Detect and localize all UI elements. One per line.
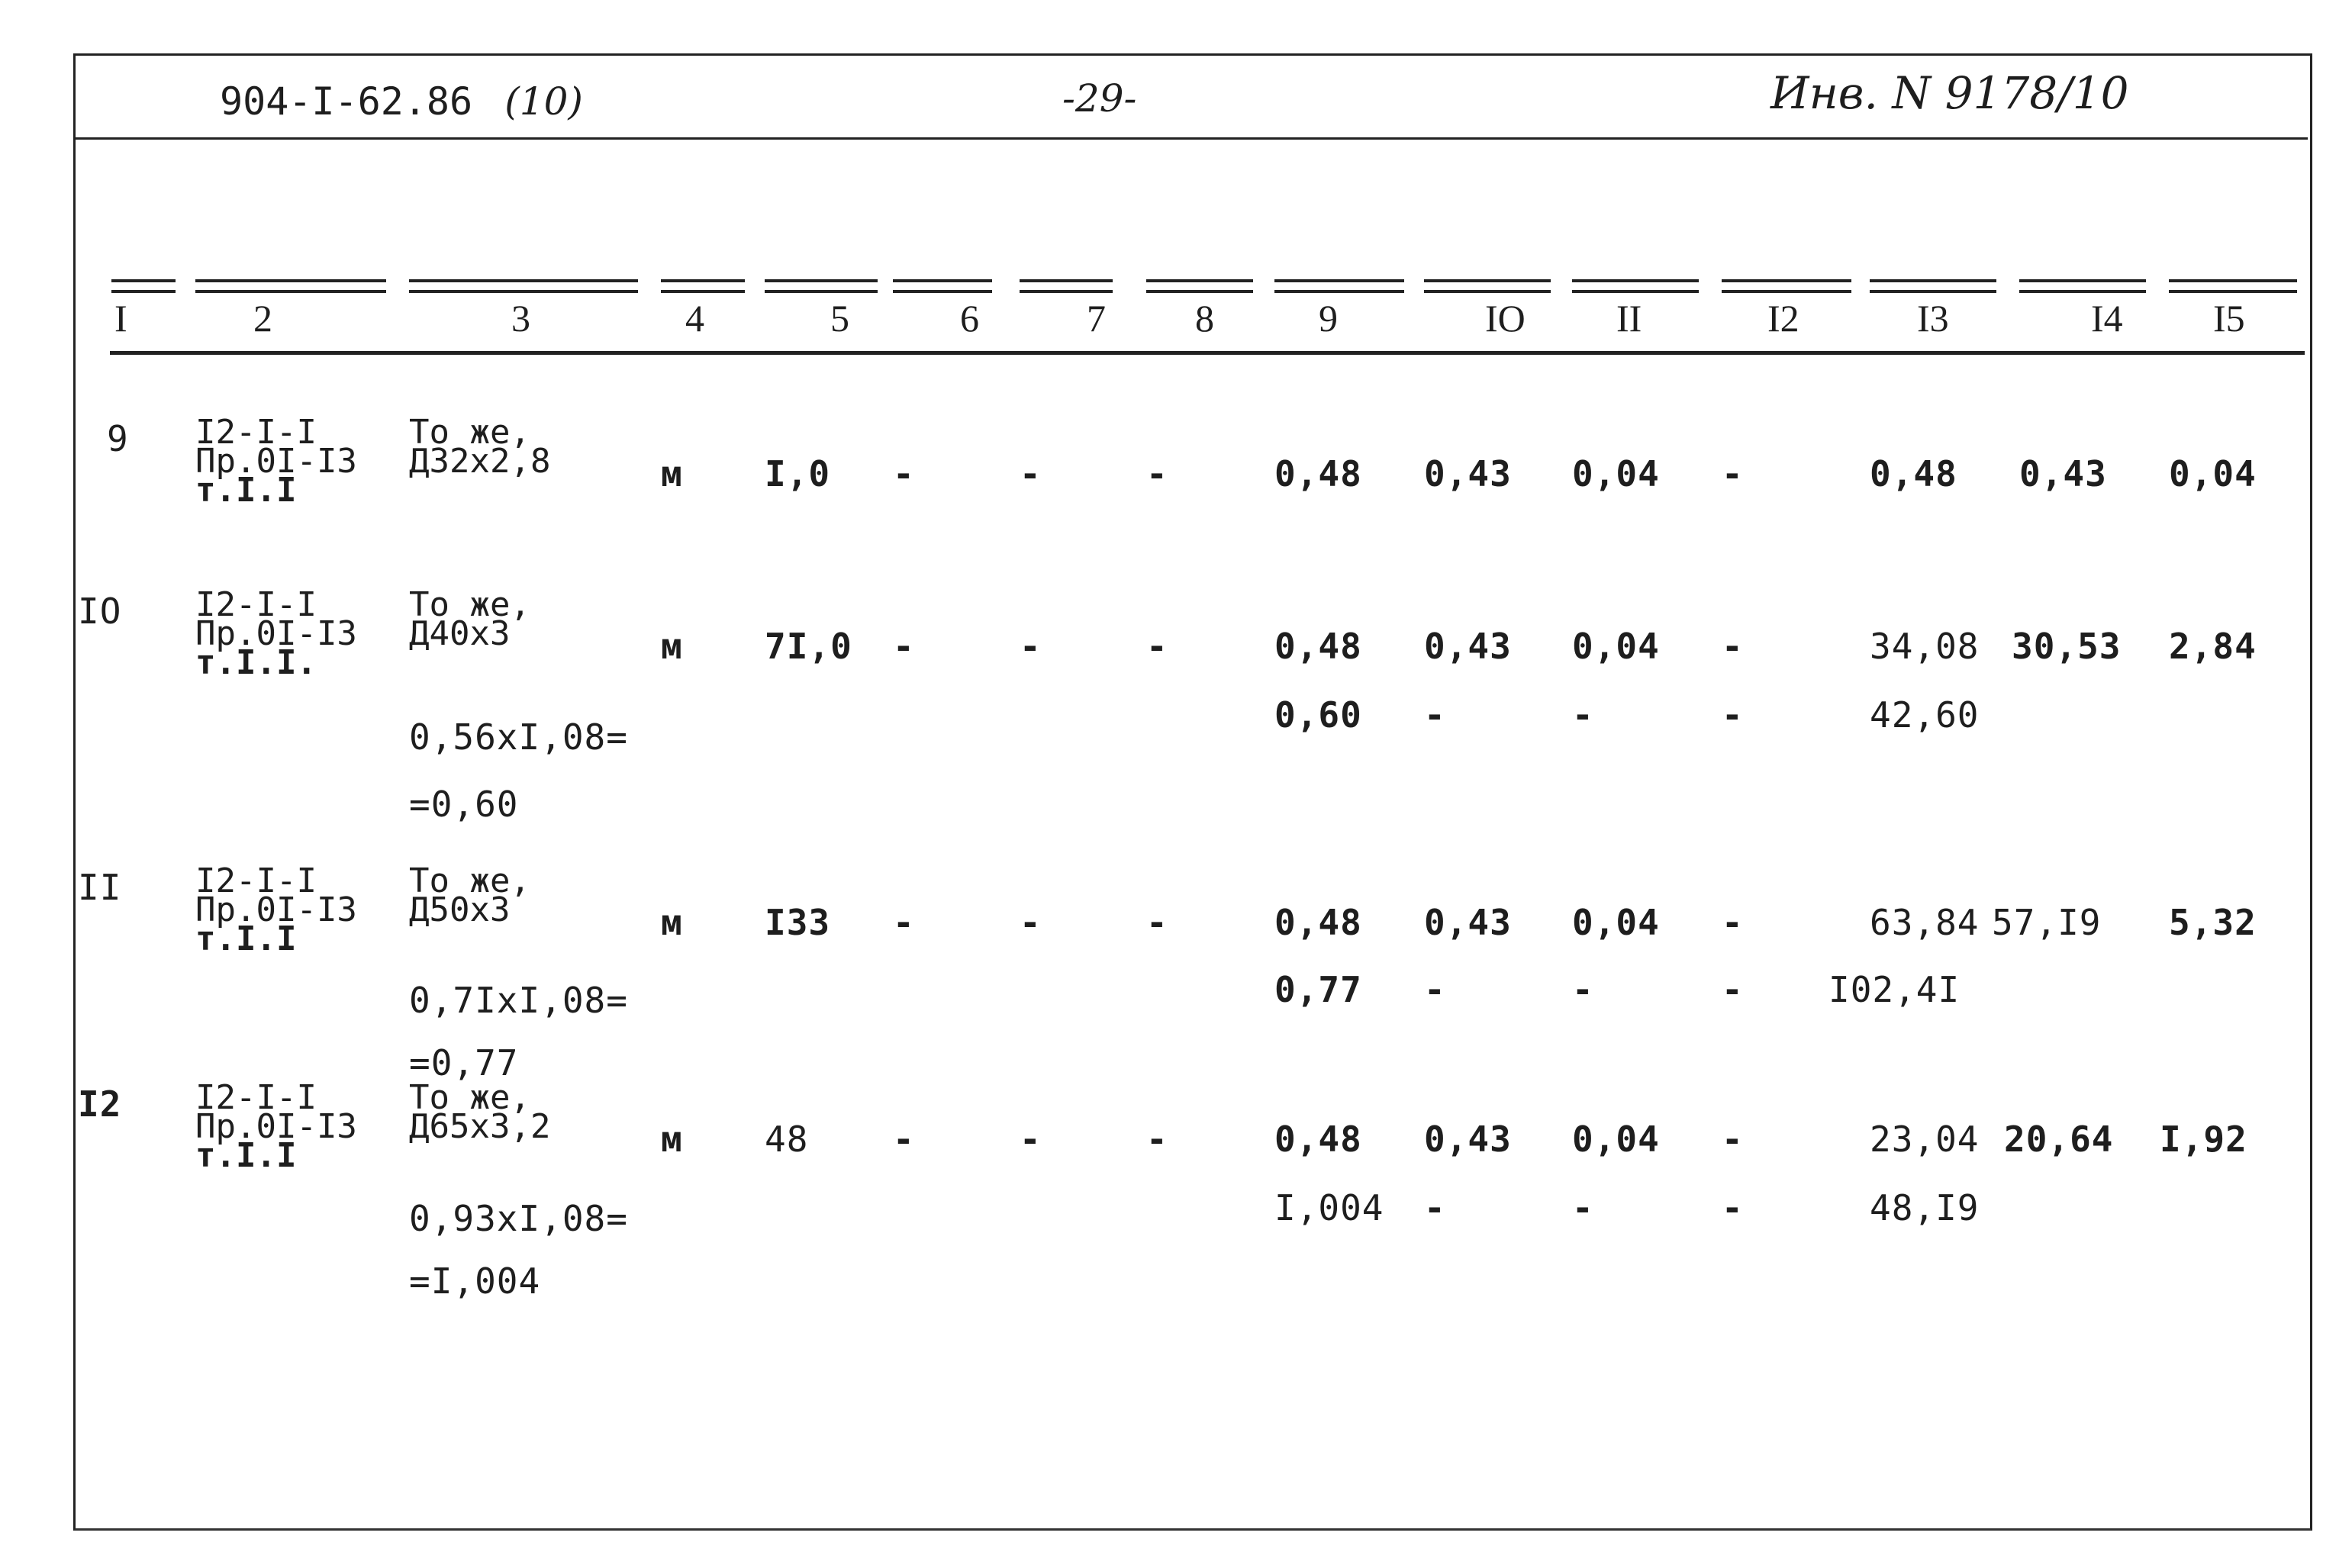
row-col7: - bbox=[1020, 902, 1041, 943]
row-col12: - bbox=[1722, 902, 1743, 943]
row-col13: 34,08 bbox=[1870, 626, 1980, 667]
row-unit: м bbox=[661, 902, 683, 943]
row-number: I2 bbox=[78, 1083, 122, 1125]
row-col11: 0,04 bbox=[1572, 626, 1660, 667]
row-sub-col11: - bbox=[1572, 1187, 1593, 1228]
row-col7: - bbox=[1020, 453, 1041, 494]
col-6: 6 bbox=[960, 297, 979, 340]
col-4: 4 bbox=[685, 297, 704, 340]
row-quantity: I33 bbox=[765, 902, 831, 943]
row-number: II bbox=[78, 867, 122, 908]
page-number: -29- bbox=[1062, 76, 1137, 121]
col-15: I5 bbox=[2213, 297, 2245, 340]
col-14: I4 bbox=[2091, 297, 2123, 340]
row-col10: 0,43 bbox=[1424, 1119, 1512, 1160]
row-description: То же, Д50х3 bbox=[409, 861, 530, 929]
row-col6: - bbox=[893, 1119, 914, 1160]
row-reference: I2-I-I Пр.0I-I3 т.I.I bbox=[195, 413, 357, 510]
row-col12: - bbox=[1722, 1119, 1743, 1160]
row-col10: 0,43 bbox=[1424, 902, 1512, 943]
row-unit: м bbox=[661, 626, 683, 667]
col-8: 8 bbox=[1195, 297, 1214, 340]
row-sub-col11: - bbox=[1572, 694, 1593, 736]
row-sub-col9: 0,77 bbox=[1274, 969, 1362, 1010]
row-col13: 23,04 bbox=[1870, 1119, 1980, 1160]
row-sub-col10: - bbox=[1424, 1187, 1445, 1228]
row-col8: - bbox=[1146, 1119, 1168, 1160]
row-col13: 0,48 bbox=[1870, 453, 1957, 494]
row-col15: 2,84 bbox=[2169, 626, 2257, 667]
row-col10: 0,43 bbox=[1424, 453, 1512, 494]
row-col7: - bbox=[1020, 626, 1041, 667]
doc-code: 904-I-62.86 bbox=[220, 79, 473, 124]
col-13: I3 bbox=[1917, 297, 1949, 340]
row-description: То же, Д32х2,8 bbox=[409, 413, 551, 481]
row-sub-col13: 42,60 bbox=[1870, 694, 1980, 736]
row-col14: 30,53 bbox=[2012, 626, 2122, 667]
row-col12: - bbox=[1722, 453, 1743, 494]
col-2: 2 bbox=[253, 297, 272, 340]
row-sub-col10: - bbox=[1424, 694, 1445, 736]
row-col11: 0,04 bbox=[1572, 453, 1660, 494]
row-sub-col12: - bbox=[1722, 694, 1743, 736]
row-col12: - bbox=[1722, 626, 1743, 667]
row-reference: I2-I-I Пр.0I-I3 т.I.I bbox=[195, 1078, 357, 1175]
row-number: 9 bbox=[107, 418, 129, 459]
row-col10: 0,43 bbox=[1424, 626, 1512, 667]
row-col15: 0,04 bbox=[2169, 453, 2257, 494]
col-5: 5 bbox=[830, 297, 849, 340]
col-7: 7 bbox=[1087, 297, 1106, 340]
row-sub-col12: - bbox=[1722, 1187, 1743, 1228]
row-col15: 5,32 bbox=[2169, 902, 2257, 943]
col-10: IO bbox=[1485, 297, 1526, 340]
col-12: I2 bbox=[1767, 297, 1799, 340]
row-sub-col10: - bbox=[1424, 969, 1445, 1010]
row-col8: - bbox=[1146, 902, 1168, 943]
row-col6: - bbox=[893, 626, 914, 667]
row-col9: 0,48 bbox=[1274, 1119, 1362, 1160]
col-3: 3 bbox=[511, 297, 530, 340]
document-code bbox=[220, 79, 583, 124]
row-reference: I2-I-I Пр.0I-I3 т.I.I bbox=[195, 861, 357, 958]
row-sub-col13: I02,4I bbox=[1828, 969, 1961, 1010]
row-quantity: I,0 bbox=[765, 453, 831, 494]
row-col7: - bbox=[1020, 1119, 1041, 1160]
column-header-underline bbox=[110, 351, 2305, 355]
row-unit: м bbox=[661, 453, 683, 494]
row-sub-col11: - bbox=[1572, 969, 1593, 1010]
row-col11: 0,04 bbox=[1572, 902, 1660, 943]
inventory-number: Инв. N 9178/10 bbox=[1770, 67, 2129, 119]
row-col8: - bbox=[1146, 626, 1168, 667]
row-quantity: 48 bbox=[765, 1119, 809, 1160]
row-col13: 63,84 bbox=[1870, 902, 1980, 943]
row-sub-col9: I,004 bbox=[1274, 1187, 1384, 1228]
row-formula: 0,7IхI,08= =0,77 bbox=[409, 980, 628, 1083]
row-sub-col12: - bbox=[1722, 969, 1743, 1010]
row-number: IO bbox=[78, 591, 122, 632]
row-col14: 20,64 bbox=[2004, 1119, 2114, 1160]
row-unit: м bbox=[661, 1119, 683, 1160]
row-col14: 0,43 bbox=[2019, 453, 2107, 494]
row-description: То же, Д65х3,2 bbox=[409, 1078, 551, 1146]
doc-code-suffix: (10) bbox=[504, 79, 583, 124]
row-col11: 0,04 bbox=[1572, 1119, 1660, 1160]
header-rule bbox=[73, 137, 2308, 140]
row-quantity: 7I,0 bbox=[765, 626, 852, 667]
row-col9: 0,48 bbox=[1274, 626, 1362, 667]
row-col15: I,92 bbox=[2160, 1119, 2247, 1160]
row-formula: 0,56хI,08= =0,60 bbox=[409, 716, 628, 825]
col-1: I bbox=[114, 297, 127, 340]
row-col9: 0,48 bbox=[1274, 453, 1362, 494]
col-11: II bbox=[1616, 297, 1642, 340]
row-description: То же, Д40х3 bbox=[409, 585, 530, 653]
row-sub-col13: 48,I9 bbox=[1870, 1187, 1980, 1228]
row-formula: 0,93хI,08= =I,004 bbox=[409, 1198, 628, 1302]
row-col6: - bbox=[893, 902, 914, 943]
row-col14: 57,I9 bbox=[1992, 902, 2102, 943]
row-sub-col9: 0,60 bbox=[1274, 694, 1362, 736]
col-9: 9 bbox=[1319, 297, 1338, 340]
row-col6: - bbox=[893, 453, 914, 494]
row-col9: 0,48 bbox=[1274, 902, 1362, 943]
row-col8: - bbox=[1146, 453, 1168, 494]
row-reference: I2-I-I Пр.0I-I3 т.I.I. bbox=[195, 585, 357, 682]
